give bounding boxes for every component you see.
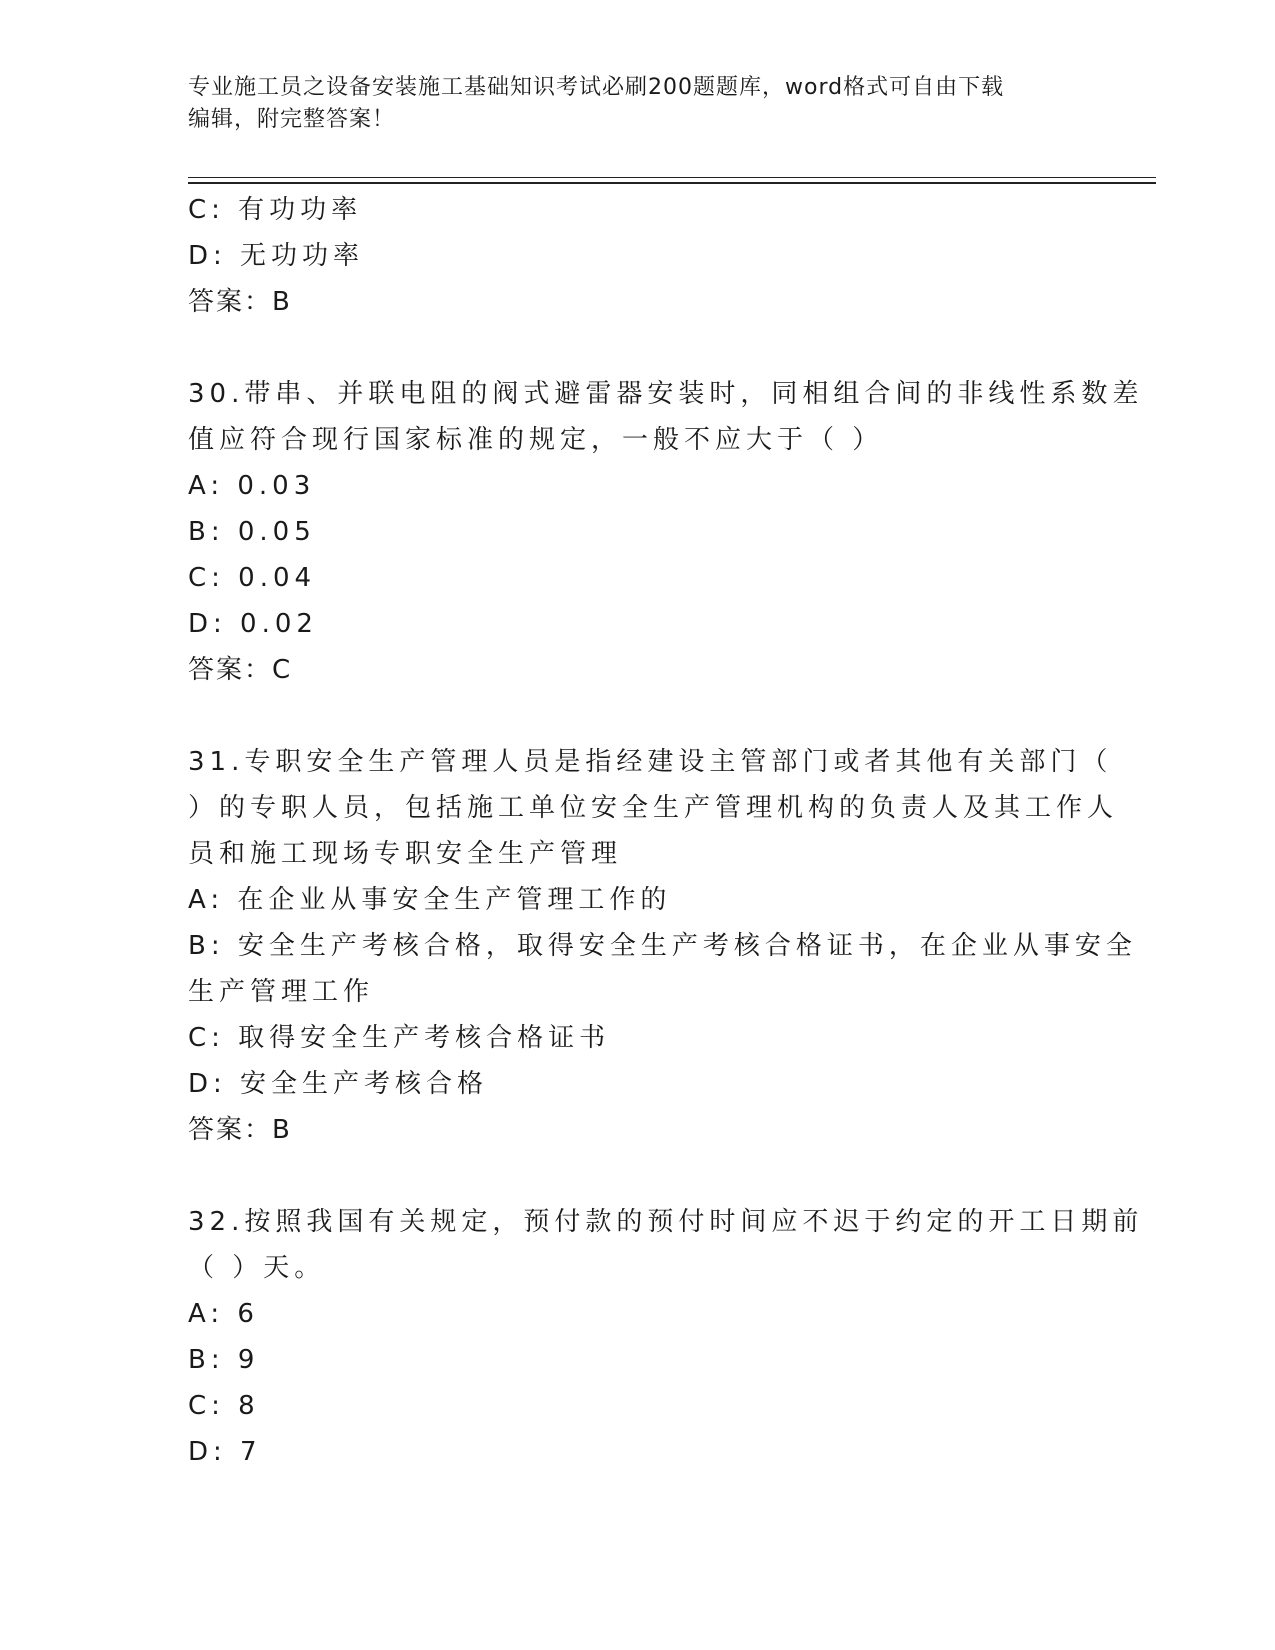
- header-divider-thick: [188, 182, 1156, 184]
- q31-stem-line1: 31.专职安全生产管理人员是指经建设主管部门或者其他有关部门（: [188, 747, 1113, 777]
- q32-option-b: B: 9: [188, 1345, 260, 1375]
- q30-option-a: A: 0.03: [188, 471, 316, 501]
- q32-stem-line2: （ ）天。: [188, 1253, 326, 1283]
- q30-stem-line1: 30.带串、并联电阻的阀式避雷器安装时，同相组合间的非线性系数差: [188, 379, 1144, 409]
- q31-stem-line3: 员和施工现场专职安全生产管理: [188, 839, 623, 869]
- q30-answer: 答案：C: [188, 655, 293, 685]
- q31-option-b-line2: 生产管理工作: [188, 977, 375, 1007]
- q30-option-b: B: 0.05: [188, 517, 316, 547]
- header-title-line1: 专业施工员之设备安装施工基础知识考试必刷200题题库，word格式可自由下载: [188, 75, 1005, 100]
- q30-stem-line2: 值应符合现行国家标准的规定，一般不应大于（ ）: [188, 425, 884, 455]
- q31-option-c: C: 取得安全生产考核合格证书: [188, 1023, 611, 1053]
- q32-option-c: C: 8: [188, 1391, 260, 1421]
- q30-option-c: C: 0.04: [188, 563, 317, 593]
- header-divider-thin: [188, 177, 1156, 178]
- header-title-line2: 编辑，附完整答案！: [188, 107, 396, 132]
- q31-answer: 答案：B: [188, 1115, 292, 1145]
- q32-stem-line1: 32.按照我国有关规定，预付款的预付时间应不迟于约定的开工日期前: [188, 1207, 1144, 1237]
- question-content: [188, 187, 1144, 1475]
- q31-stem-line2: ）的专职人员，包括施工单位安全生产管理机构的负责人及其工作人: [188, 793, 1119, 823]
- q29-answer: 答案：B: [188, 287, 292, 317]
- q30-option-d: D: 0.02: [188, 609, 318, 639]
- q31-option-a: A: 在企业从事安全生产管理工作的: [188, 885, 672, 915]
- q32-option-d: D: 7: [188, 1437, 262, 1467]
- q31-option-d: D: 安全生产考核合格: [188, 1069, 489, 1099]
- document-header: [188, 72, 1088, 136]
- q29-option-c: C: 有功功率: [188, 195, 363, 225]
- q31-option-b-line1: B: 安全生产考核合格，取得安全生产考核合格证书，在企业从事安全: [188, 931, 1137, 961]
- q29-option-d: D: 无功功率: [188, 241, 365, 271]
- q32-option-a: A: 6: [188, 1299, 259, 1329]
